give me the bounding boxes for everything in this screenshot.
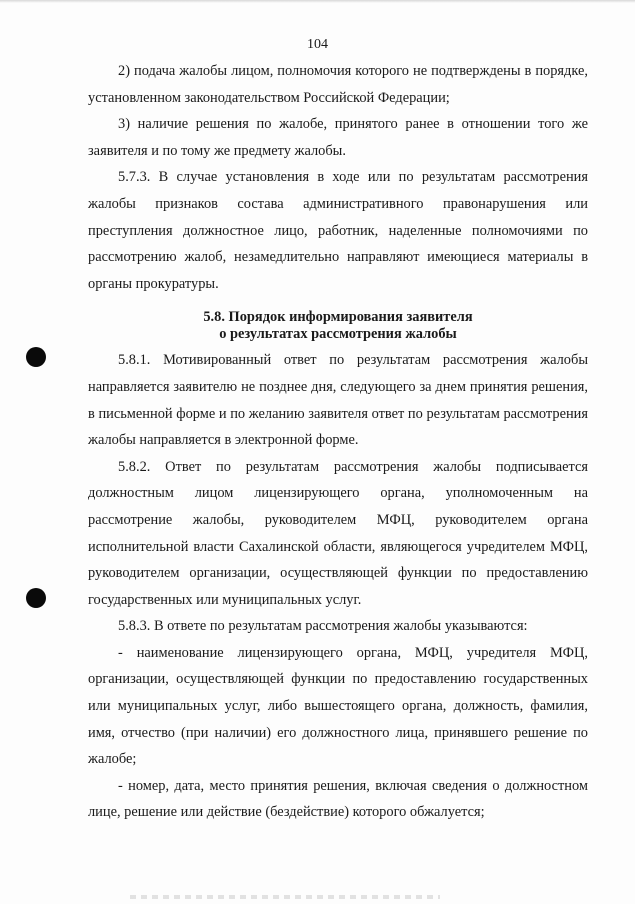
list-item-organ-name: - наименование лицензирующего органа, МФЦ, учредителя МФЦ, организации, осуществляющей функции по предоставлению государственных или муниципальных услуг, либо вышестоящего органа, должность, фамилия, имя, отчество (при наличии) его должностного лица, принявшего решение по жалобе; [88, 644, 588, 768]
paragraph-5-8-3: 5.8.3. В ответе по результатам рассмотрения жалобы указываются: [118, 618, 528, 635]
page-number: 104 [307, 37, 328, 52]
paragraph-5-8-2: 5.8.2. Ответ по результатам рассмотрения жалобы подписывается должностным лицом лицензирующего органа, уполномоченным на рассмотрение жалобы, руководителем МФЦ, руководителем органа исполнительной власти Сахалинской области, являющегося учредителем МФЦ, руководителем организации, осуществляющей функции по предоставлению государственных или муниципальных услуг. [88, 458, 588, 608]
paragraph-item-3-grounds: 3) наличие решения по жалобе, принятого ранее в отношении того же заявителя и по тому же предмету жалобы. [88, 116, 588, 159]
section-heading-5-8 [88, 309, 588, 343]
paragraph-5-7-3: 5.7.3. В случае установления в ходе или по результатам рассмотрения жалобы признаков состава административного правонарушения или преступления должностное лицо, работник, наделенные полномочиями по рассмотрению жалоб, незамедлительно направляют имеющиеся материалы в органы прокуратуры. [88, 169, 588, 292]
paragraph-5-8-1: 5.8.1. Мотивированный ответ по результатам рассмотрения жалобы направляется заявителю не позднее дня, следующего за днем принятия решения, в письменной форме и по желанию заявителя ответ по результатам рассмотрения жалобы направляется в электронной форме. [88, 352, 588, 449]
section-heading-line-2: о результатах рассмотрения жалобы [219, 326, 457, 343]
document-body [88, 58, 588, 826]
section-heading-line-1: 5.8. Порядок информирования заявителя [203, 309, 473, 326]
paragraph-item-2-grounds: 2) подача жалобы лицом, полномочия которого не подтверждены в порядке, установленном законодательством Российской Федерации; [88, 63, 588, 106]
punch-hole-upper [26, 347, 46, 367]
scan-top-edge [0, 0, 635, 3]
scan-bottom-artifact [130, 895, 440, 899]
list-item-decision-number: - номер, дата, место принятия решения, включая сведения о должностном лице, решение или действие (бездействие) которого обжалуется; [88, 777, 588, 821]
punch-hole-lower [26, 588, 46, 608]
